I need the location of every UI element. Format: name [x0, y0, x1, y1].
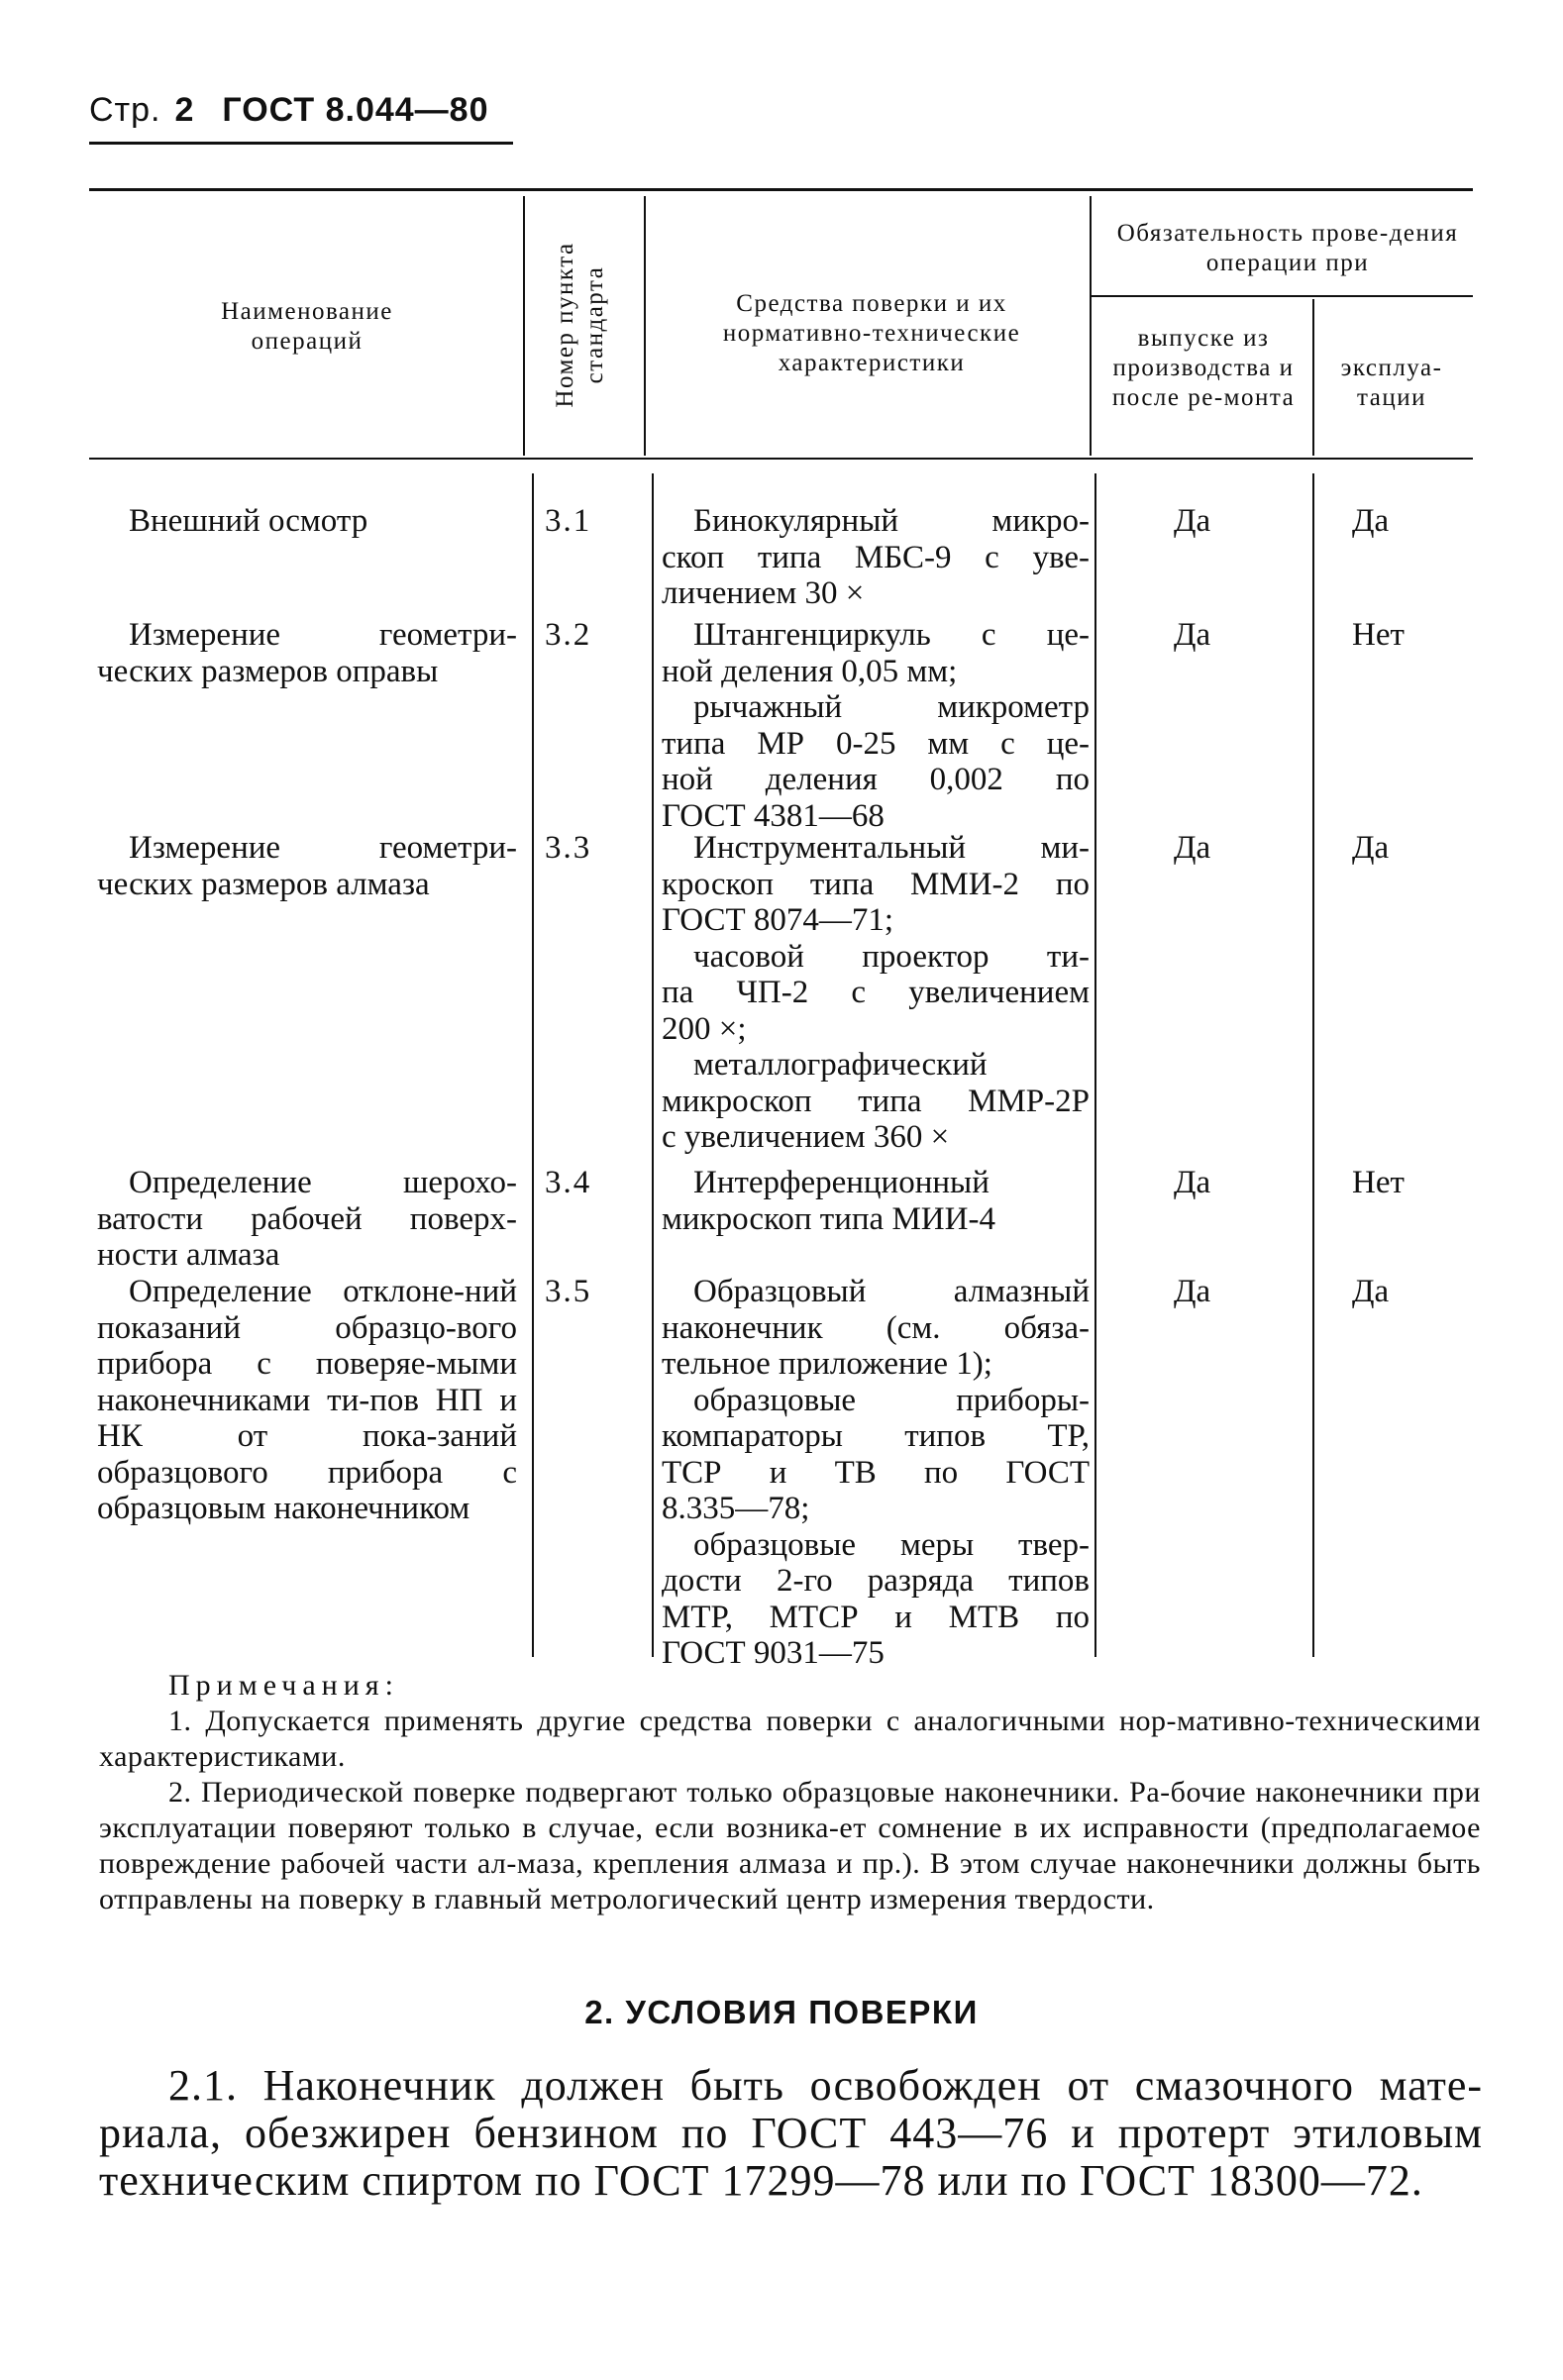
row-1-operation-use: Да [1352, 503, 1390, 539]
row-1-number: 3.1 [545, 503, 592, 539]
body-divider-3 [1094, 473, 1096, 1657]
means-line: типа МР 0-25 мм с це- [662, 725, 1090, 762]
header-clause-number-text: Номер пункта стандарта [552, 241, 608, 408]
standard-number: ГОСТ 8.044—80 [222, 91, 489, 129]
header-divider-3 [1090, 196, 1092, 456]
means-line: металлографический [693, 1047, 988, 1083]
means-line: 8.335—78; [662, 1491, 810, 1526]
body-divider-2 [652, 473, 654, 1657]
means-line: дости 2-го разряда типов [662, 1563, 1090, 1599]
row-4-number: 3.4 [545, 1165, 592, 1200]
header-divider-2 [644, 196, 646, 456]
row-3-number: 3.3 [545, 830, 592, 866]
row-4-release: Да [1174, 1165, 1211, 1200]
means-line: ГОСТ 8074—71; [662, 902, 894, 938]
means-line: наконечник (см. обяза- [662, 1309, 1090, 1346]
header-operation: Наименование операций [221, 298, 393, 355]
row-1-name: Внешний осмотр [129, 503, 368, 539]
means-line: ГОСТ 9031—75 [662, 1635, 885, 1671]
body-divider-1 [532, 473, 534, 1657]
section-paragraph: 2.1. Наконечник должен быть освобожден от смазочного мате-риала, обезжирен бензином по ГОСТ 443—76 и протерт этиловым техническим спиртом по ГОСТ 17299—78 или по ГОСТ 18300—72. [99, 2061, 1483, 2205]
header-obligation: Обязательность прове-дения операции при [1116, 220, 1459, 276]
row-3-release: Да [1174, 830, 1211, 866]
notes [99, 1668, 1481, 1917]
means-line: компараторы типов ТР, [662, 1418, 1090, 1454]
page-prefix: Стр. [89, 91, 161, 129]
row-4-means [662, 1165, 1090, 1237]
header-divider-1 [523, 196, 525, 456]
obligation-subheader-rule [1092, 295, 1473, 297]
means-line: Интерференционный [693, 1165, 990, 1200]
section-title: 2. УСЛОВИЯ ПОВЕРКИ [584, 1994, 979, 2030]
body-divider-4 [1312, 473, 1314, 1657]
row-3-means [662, 830, 1090, 1156]
row-5-release: Да [1174, 1274, 1211, 1309]
row-5-means [662, 1274, 1090, 1672]
notes-title: Примечания: [168, 1669, 399, 1702]
table-header-rule [89, 458, 1473, 460]
row-3-name: Измерение геометри-ческих размеров алмаза [97, 830, 517, 902]
means-line: Бинокулярный микро- [693, 503, 1090, 539]
means-line: микроскоп типа МИИ-4 [662, 1200, 995, 1237]
header-release: выпуске из производства и после ре-монта [1111, 325, 1296, 411]
row-2-means [662, 617, 1090, 834]
means-line: с увеличением 360 × [662, 1119, 950, 1155]
row-5-name: Определение отклоне-ний показаний образцо-вого прибора с поверяе-мыми наконечниками ти-пов НП и НК от пока-заний образцового прибора с образцовым наконечником [97, 1274, 517, 1526]
table-top-rule [89, 188, 1473, 191]
header-rule [89, 142, 513, 145]
means-line: 200 ×; [662, 1010, 747, 1047]
means-line: кроскоп типа ММИ-2 по [662, 866, 1090, 902]
row-5-number: 3.5 [545, 1274, 592, 1309]
means-line: ной деления 0,05 мм; [662, 653, 958, 689]
row-1-release: Да [1174, 503, 1211, 539]
means-line: Инструментальный ми- [693, 830, 1090, 866]
means-line: микроскоп типа ММР-2Р [662, 1083, 1090, 1119]
means-line: Образцовый алмазный [693, 1274, 1090, 1309]
means-line: тельное приложение 1); [662, 1346, 992, 1382]
means-line: ТСР и ТВ по ГОСТ [662, 1454, 1090, 1491]
row-1-means [662, 503, 1090, 612]
header-operation-use: эксплуа-тации [1340, 355, 1443, 411]
note-item: 1. Допускается применять другие средства поверки с аналогичными нор-мативно-техническими характеристиками. [99, 1705, 1481, 1773]
running-header [89, 91, 489, 130]
means-line: рычажный микрометр [693, 689, 1090, 725]
row-4-operation-use: Нет [1352, 1165, 1405, 1200]
row-2-release: Да [1174, 617, 1211, 653]
page-number: 2 [174, 91, 195, 129]
means-line: личением 30 × [662, 575, 865, 611]
header-means: Средства поверки и их нормативно-технические характеристики [722, 290, 1021, 376]
row-3-operation-use: Да [1352, 830, 1390, 866]
means-line: МТР, МТСР и МТВ по [662, 1599, 1090, 1635]
header-clause-number [527, 198, 634, 451]
row-5-operation-use: Да [1352, 1274, 1390, 1309]
means-line: па ЧП-2 с увеличением [662, 975, 1090, 1010]
means-line: образцовые меры твер- [693, 1526, 1090, 1563]
means-line: скоп типа МБС-9 с уве- [662, 539, 1090, 575]
means-line: образцовые приборы- [693, 1382, 1090, 1418]
header-divider-4 [1312, 299, 1314, 456]
row-2-operation-use: Нет [1352, 617, 1405, 653]
means-line: Штангенциркуль с це- [693, 617, 1090, 653]
means-line: часовой проектор ти- [693, 938, 1090, 975]
row-2-number: 3.2 [545, 617, 592, 653]
row-4-name: Определение шерохо-ватости рабочей поверх-ности алмаза [97, 1165, 517, 1273]
row-2-name: Измерение геометри-ческих размеров оправы [97, 617, 517, 689]
note-item: 2. Периодической поверке подвергают только образцовые наконечники. Ра-бочие наконечники при эксплуатации поверяют только в случае, если возника-ет сомнение в их исправности (предполагаемое повреждение рабочей части ал-маза, крепления алмаза и пр.). В этом случае наконечники должны быть отправлены на поверку в главный метрологический центр измерения твердости. [99, 1776, 1481, 1915]
means-line: ГОСТ 4381—68 [662, 797, 885, 834]
means-line: ной деления 0,002 по [662, 762, 1090, 797]
